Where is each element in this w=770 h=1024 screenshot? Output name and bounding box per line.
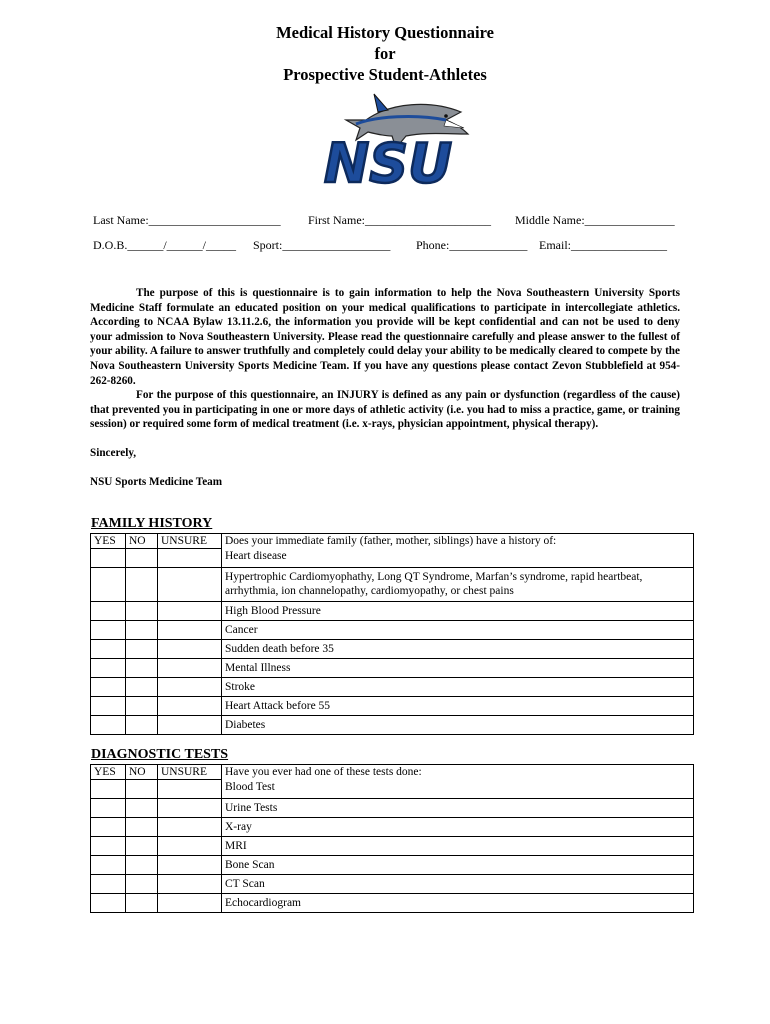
item-label: Blood Test <box>225 781 275 793</box>
yes-checkbox[interactable] <box>91 602 126 621</box>
no-checkbox[interactable] <box>126 640 158 659</box>
intro-text <box>90 286 680 489</box>
last-name-field[interactable]: Last Name:______________________ <box>93 213 281 227</box>
no-checkbox[interactable] <box>126 875 158 894</box>
middle-name-field[interactable]: Middle Name:_______________ <box>515 213 675 227</box>
unsure-checkbox[interactable] <box>158 659 222 678</box>
family-history-question <box>222 534 694 568</box>
table-row <box>91 837 694 856</box>
no-checkbox[interactable] <box>126 659 158 678</box>
item-label: Bone Scan <box>222 856 694 875</box>
closing: Sincerely, <box>90 446 137 459</box>
col-no: NO <box>126 765 158 780</box>
unsure-checkbox[interactable] <box>158 716 222 735</box>
table-row <box>91 640 694 659</box>
table-row <box>91 894 694 913</box>
item-label: Stroke <box>222 678 694 697</box>
yes-checkbox[interactable] <box>91 780 126 799</box>
item-label: Mental Illness <box>222 659 694 678</box>
table-row <box>91 697 694 716</box>
no-checkbox[interactable] <box>126 818 158 837</box>
dob-field[interactable]: D.O.B.______/______/_____ <box>93 238 237 252</box>
family-history-table <box>90 533 694 735</box>
unsure-checkbox[interactable] <box>158 856 222 875</box>
purpose-paragraph: The purpose of this is questionnaire is to gain information to help the Nova Southeastern University Sports Medicine Staff formulate an educated position on your medical qualifications to participate in intercollegiate athletics. According to NCAA Bylaw 13.11.2.6, the information you provide will be kept confidential and can not be used to deny your admission to Nova Southeastern University. Please read the questionnaire carefully and please answer to the fullest of your ability. A failure to answer truthfully and completely could delay your ability to be medically cleared to compete by the Nova Southeastern University Sports Medicine Team. If you have any questions please contact Zevon Stubblefield at 954-262-8260. <box>90 287 680 387</box>
sport-field[interactable]: Sport:__________________ <box>253 238 391 252</box>
unsure-checkbox[interactable] <box>158 621 222 640</box>
item-label: Heart disease <box>225 550 287 562</box>
unsure-checkbox[interactable] <box>158 894 222 913</box>
yes-checkbox[interactable] <box>91 568 126 602</box>
no-checkbox[interactable] <box>126 678 158 697</box>
question-text: Does your immediate family (father, mother, siblings) have a history of: <box>225 535 557 547</box>
item-label: Echocardiogram <box>222 894 694 913</box>
no-checkbox[interactable] <box>126 894 158 913</box>
item-label: Heart Attack before 55 <box>222 697 694 716</box>
table-row <box>91 602 694 621</box>
no-checkbox[interactable] <box>126 716 158 735</box>
yes-checkbox[interactable] <box>91 659 126 678</box>
table-row <box>91 856 694 875</box>
item-label: Sudden death before 35 <box>222 640 694 659</box>
item-label: High Blood Pressure <box>222 602 694 621</box>
no-checkbox[interactable] <box>126 780 158 799</box>
table-row <box>91 659 694 678</box>
item-label: Diabetes <box>222 716 694 735</box>
no-checkbox[interactable] <box>126 549 158 568</box>
unsure-checkbox[interactable] <box>158 818 222 837</box>
family-history-title: FAMILY HISTORY <box>91 516 213 531</box>
unsure-checkbox[interactable] <box>158 837 222 856</box>
table-row <box>91 678 694 697</box>
unsure-checkbox[interactable] <box>158 697 222 716</box>
no-checkbox[interactable] <box>126 837 158 856</box>
item-label: X-ray <box>222 818 694 837</box>
table-row <box>91 818 694 837</box>
col-unsure: UNSURE <box>158 765 222 780</box>
no-checkbox[interactable] <box>126 568 158 602</box>
phone-field[interactable]: Phone:_____________ <box>416 238 528 252</box>
col-unsure: UNSURE <box>158 534 222 549</box>
diagnostic-tests-table <box>90 764 694 913</box>
title-line-3: Prospective Student-Athletes <box>283 65 487 84</box>
col-yes: YES <box>91 765 126 780</box>
table-row <box>91 799 694 818</box>
yes-checkbox[interactable] <box>91 621 126 640</box>
yes-checkbox[interactable] <box>91 818 126 837</box>
table-header-row <box>91 765 694 780</box>
table-row <box>91 568 694 602</box>
item-label: Cancer <box>222 621 694 640</box>
unsure-checkbox[interactable] <box>158 640 222 659</box>
email-field[interactable]: Email:________________ <box>539 238 667 252</box>
no-checkbox[interactable] <box>126 697 158 716</box>
nsu-shark-logo <box>296 90 476 194</box>
no-checkbox[interactable] <box>126 799 158 818</box>
item-label: MRI <box>222 837 694 856</box>
diagnostic-tests-title: DIAGNOSTIC TESTS <box>91 747 229 762</box>
yes-checkbox[interactable] <box>91 716 126 735</box>
item-label: Urine Tests <box>222 799 694 818</box>
no-checkbox[interactable] <box>126 602 158 621</box>
yes-checkbox[interactable] <box>91 837 126 856</box>
item-label: Hypertrophic Cardiomyophathy, Long QT Syndrome, Marfan’s syndrome, rapid heartbeat, arrhythmia, ion channelopathy, cardiomyopathy, or chest pains <box>222 568 694 602</box>
yes-checkbox[interactable] <box>91 549 126 568</box>
unsure-checkbox[interactable] <box>158 602 222 621</box>
yes-checkbox[interactable] <box>91 799 126 818</box>
item-label: CT Scan <box>222 875 694 894</box>
unsure-checkbox[interactable] <box>158 568 222 602</box>
signature: NSU Sports Medicine Team <box>90 475 223 488</box>
no-checkbox[interactable] <box>126 621 158 640</box>
first-name-field[interactable]: First Name:_____________________ <box>308 213 491 227</box>
yes-checkbox[interactable] <box>91 640 126 659</box>
table-header-row <box>91 534 694 549</box>
logo-text: NSU <box>324 132 452 194</box>
document-title <box>0 22 770 85</box>
table-row <box>91 875 694 894</box>
col-no: NO <box>126 534 158 549</box>
unsure-checkbox[interactable] <box>158 780 222 799</box>
question-text: Have you ever had one of these tests done: <box>225 766 422 778</box>
diagnostic-tests-question <box>222 765 694 799</box>
unsure-checkbox[interactable] <box>158 678 222 697</box>
yes-checkbox[interactable] <box>91 894 126 913</box>
no-checkbox[interactable] <box>126 856 158 875</box>
yes-checkbox[interactable] <box>91 697 126 716</box>
unsure-checkbox[interactable] <box>158 875 222 894</box>
unsure-checkbox[interactable] <box>158 799 222 818</box>
table-row <box>91 716 694 735</box>
yes-checkbox[interactable] <box>91 856 126 875</box>
title-line-2: for <box>374 44 396 63</box>
injury-definition-paragraph: For the purpose of this questionnaire, an INJURY is defined as any pain or dysfunction (regardless of the cause) that prevented you in participating in one or more days of athletic activity (i.e. you had to miss a practice, game, or training session) or required some form of medical treatment (i.e. x-rays, physician appointment, physical therapy). <box>90 389 680 431</box>
unsure-checkbox[interactable] <box>158 549 222 568</box>
yes-checkbox[interactable] <box>91 875 126 894</box>
col-yes: YES <box>91 534 126 549</box>
table-row <box>91 621 694 640</box>
yes-checkbox[interactable] <box>91 678 126 697</box>
title-line-1: Medical History Questionnaire <box>276 23 494 42</box>
